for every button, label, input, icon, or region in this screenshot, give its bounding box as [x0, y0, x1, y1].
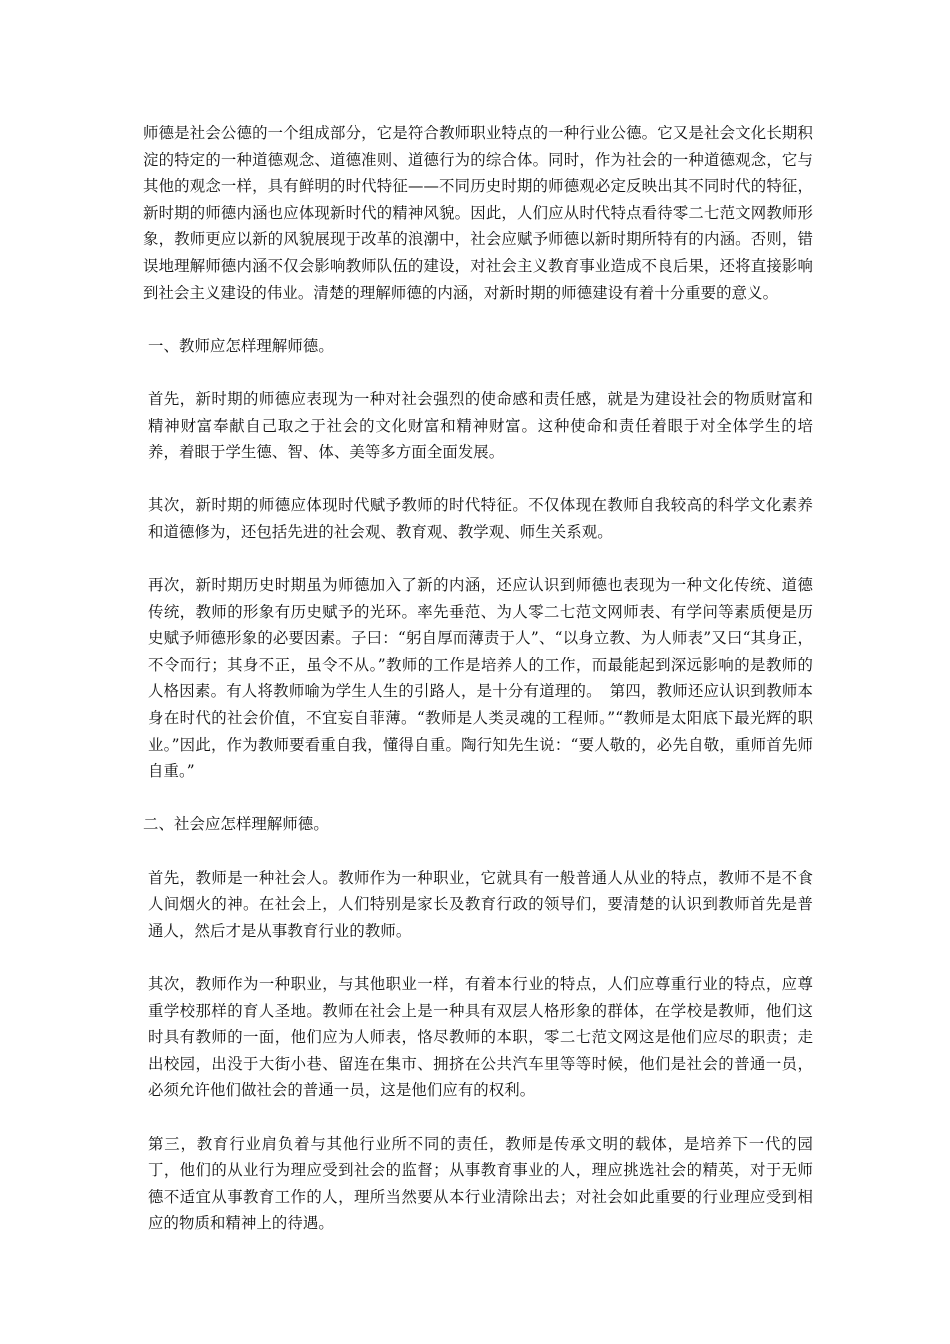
- section-heading-teachers: 一、教师应怎样理解师德。: [148, 336, 334, 355]
- section2-paragraph-3: 第三，教育行业肩负着与其他行业所不同的责任，教师是传承文明的载体，是培养下一代的园丁，他们的从业行为理应受到社会的监督；从事教育事业的人，理应挑选社会的精英，对于无师德不适宜从事教育工作的人，理所当然要从本行业清除出去；对社会如此重要的行业理应受到相应的物质和精神上的待遇。: [148, 1134, 813, 1233]
- section2-paragraph-1: 首先，教师是一种社会人。教师作为一种职业，它就具有一般普通人从业的特点，教师不是不食人间烟火的神。在社会上，人们特别是家长及教育行政的领导们，要清楚的认识到教师首先是普通人，然后才是从事教育行业的教师。: [148, 868, 813, 940]
- section1-paragraph-1: 首先，新时期的师德应表现为一种对社会强烈的使命感和责任感，就是为建设社会的物质财富和精神财富奉献自己取之于社会的文化财富和精神财富。这种使命和责任着眼于对全体学生的培养，着眼于学生德、智、体、美等多方面全面发展。: [148, 389, 813, 462]
- section1-paragraph-3: 再次，新时期历史时期虽为师德加入了新的内涵，还应认识到师德也表现为一种文化传统、道德传统，教师的形象有历史赋予的光环。率先垂范、为人零二七范文网师表、有学问等素质便是历史赋予师德形象的必要因素。子曰：“躬自厚而薄责于人”、“以身立教、为人师表”又曰“其身正，不令而行；其身不正，虽令不从。”教师的工作是培养人的工作，而最能起到深远影响的是教师的人格因素。有人将教师喻为学生人生的引路人，是十分有道理的。 第四，教师还应认识到教师本身在时代的社会价值，不宜妄自菲薄。“教师是人类灵魂的工程师。”“教师是太阳底下最光辉的职业。”因此，作为教师要看重自我，懂得自重。陶行知先生说：“要人敬的，必先自敬，重师首先师自重。”: [148, 576, 813, 781]
- intro-paragraph: 师德是社会公德的一个组成部分，它是符合教师职业特点的一种行业公德。它又是社会文化长期积淀的特定的一种道德观念、道德准则、道德行为的综合体。同时，作为社会的一种道德观念，它与其他的观念一样，具有鲜明的时代特征——不同历史时期的师德观必定反映出其不同时代的特征，新时期的师德内涵也应体现新时代的精神风貌。因此，人们应从时代特点看待零二七范文网教师形象，教师更应以新的风貌展现于改革的浪潮中，社会应赋予师德以新时期所特有的内涵。否则，错误地理解师德内涵不仅会影响教师队伍的建设，对社会主义教育事业造成不良后果，还将直接影响到社会主义建设的伟业。清楚的理解师德的内涵，对新时期的师德建设有着十分重要的意义。: [143, 124, 813, 302]
- document-page: [143, 120, 813, 1264]
- section2-paragraph-2: 其次，教师作为一种职业，与其他职业一样，有着本行业的特点，人们应尊重行业的特点，应尊重学校那样的育人圣地。教师在社会上是一种具有双层人格形象的群体，在学校是教师，他们这时具有教师的一面，他们应为人师表，恪尽教师的本职，零二七范文网这是他们应尽的职责；走出校园，出没于大街小巷、留连在集市、拥挤在公共汽车里等等时候，他们是社会的普通一员，必须允许他们做社会的普通一员，这是他们应有的权利。: [148, 975, 813, 1100]
- section1-paragraph-2: 其次，新时期的师德应体现时代赋予教师的时代特征。不仅体现在教师自我较高的科学文化素养和道德修为，还包括先进的社会观、教育观、教学观、师生关系观。: [148, 496, 813, 541]
- section-heading-society: 二、社会应怎样理解师德。: [143, 815, 329, 834]
